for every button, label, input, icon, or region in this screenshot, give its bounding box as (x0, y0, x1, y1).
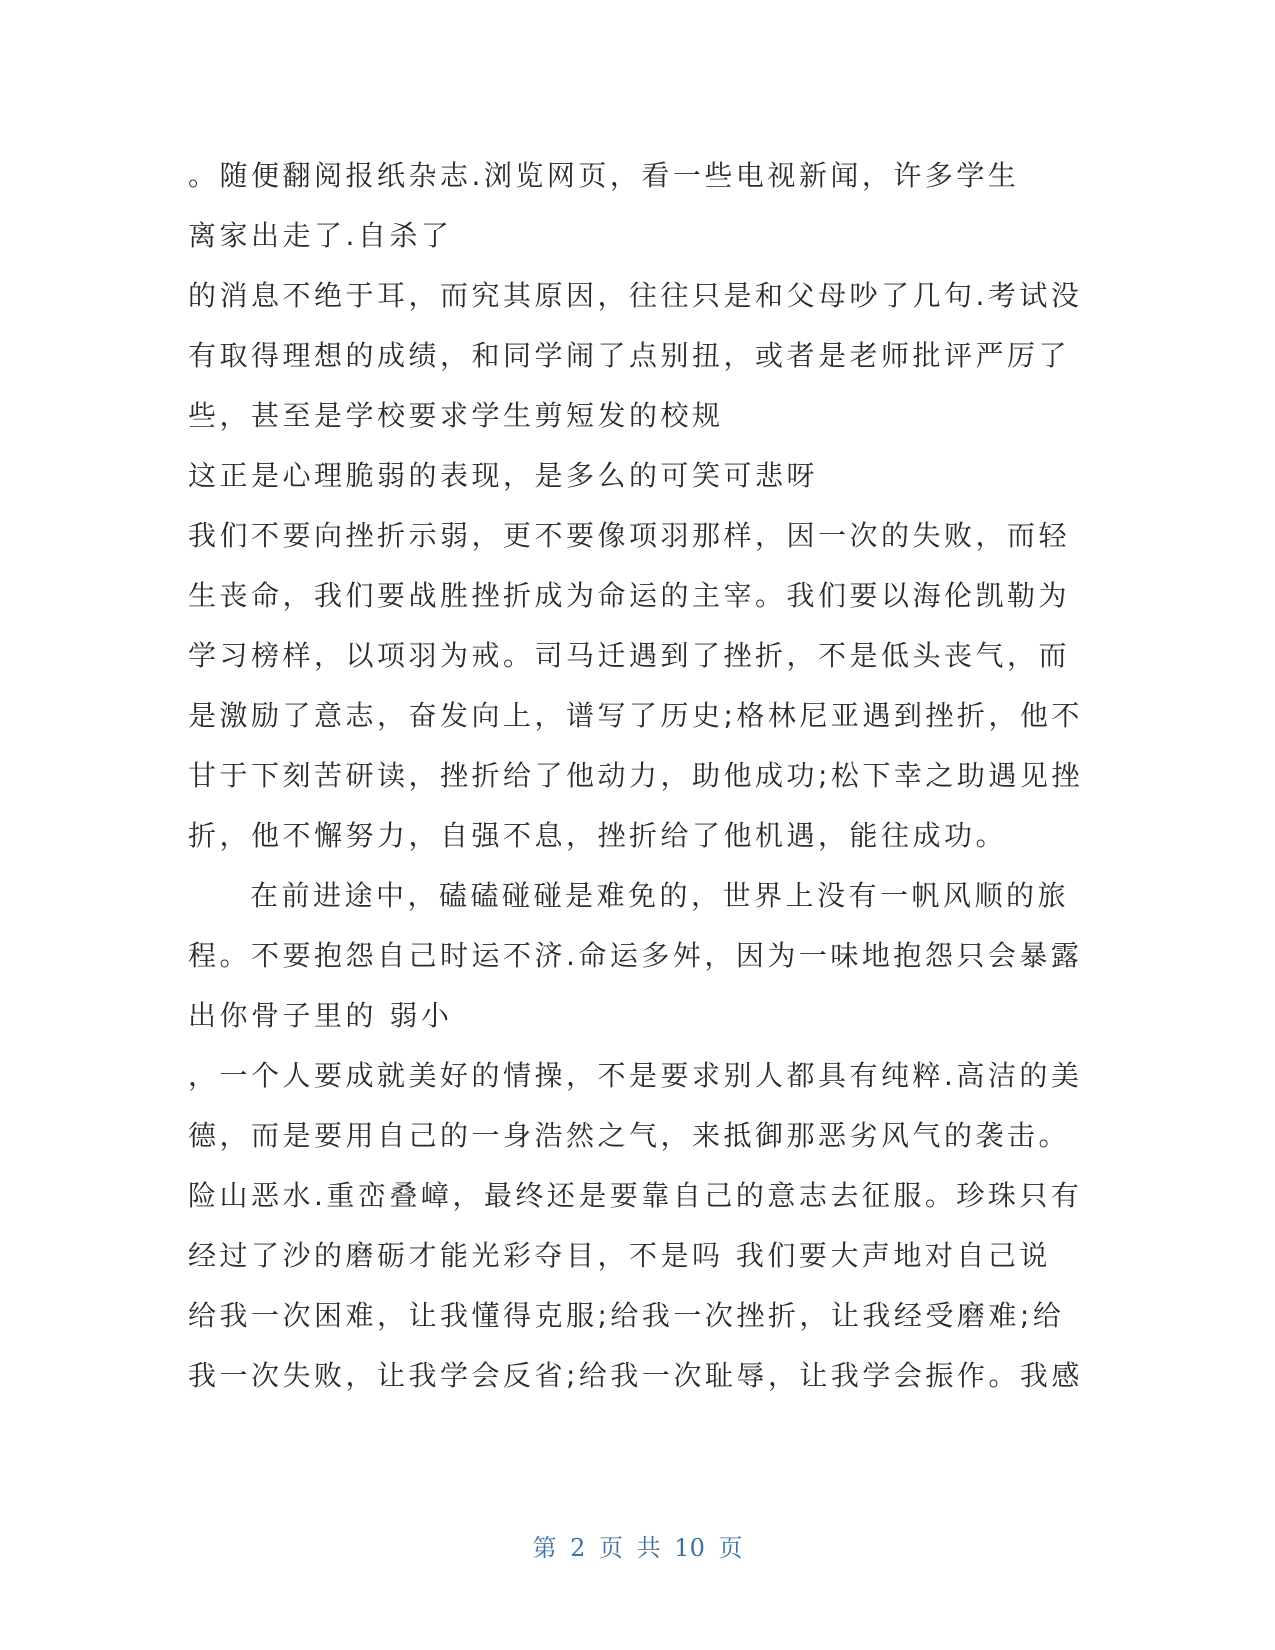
text-line: 些，甚至是学校要求学生剪短发的校规 (188, 399, 724, 432)
text-line: 这正是心理脆弱的表现，是多么的可笑可悲呀 (188, 459, 819, 492)
text-line: ，一个人要成就美好的情操，不是要求别人都具有纯粹.高洁的美 (188, 1059, 1083, 1092)
text-line: 德，而是要用自己的一身浩然之气，来抵御那恶劣风气的袭击。 (188, 1119, 1071, 1152)
text-line: 学习榜样，以项羽为戒。司马迁遇到了挫折，不是低头丧气，而 (188, 639, 1071, 672)
text-line: 给我一次困难，让我懂得克服;给我一次挫折，让我经受磨难;给 (188, 1299, 1065, 1332)
text-line: 生丧命，我们要战胜挫折成为命运的主宰。我们要以海伦凯勒为 (188, 579, 1071, 612)
text-line: 离家出走了.自杀了 (188, 219, 453, 252)
text-line: 我们不要向挫折示弱，更不要像项羽那样，因一次的失败，而轻 (188, 519, 1071, 552)
text-line: 。随便翻阅报纸杂志.浏览网页，看一些电视新闻，许多学生 (188, 159, 1020, 192)
text-line: 出你骨子里的 弱小 (188, 999, 453, 1032)
page-number-footer: 第 2 页 共 10 页 (532, 1534, 743, 1562)
text-line: 有取得理想的成绩，和同学闹了点别扭，或者是老师批评严厉了 (188, 339, 1071, 372)
document-body (188, 146, 1083, 1406)
text-line: 我一次失败，让我学会反省;给我一次耻辱，让我学会振作。我感 (188, 1359, 1083, 1392)
text-line: 甘于下刻苦研读，挫折给了他动力，助他成功;松下幸之助遇见挫 (188, 759, 1083, 792)
text-line: 折，他不懈努力，自强不息，挫折给了他机遇，能往成功。 (188, 819, 1008, 852)
text-line-indented: 在前进途中，磕磕碰碰是难免的，世界上没有一帆风顺的旅 (250, 879, 1070, 912)
text-line: 程。不要抱怨自己时运不济.命运多舛，因为一味地抱怨只会暴露 (188, 939, 1083, 972)
text-line: 是激励了意志，奋发向上，谱写了历史;格林尼亚遇到挫折，他不 (188, 699, 1083, 732)
text-line: 险山恶水.重峦叠嶂，最终还是要靠自己的意志去征服。珍珠只有 (188, 1179, 1083, 1212)
text-line: 的消息不绝于耳，而究其原因，往往只是和父母吵了几句.考试没 (188, 279, 1083, 312)
text-line: 经过了沙的磨砺才能光彩夺目，不是吗 我们要大声地对自己说 (188, 1239, 1051, 1272)
